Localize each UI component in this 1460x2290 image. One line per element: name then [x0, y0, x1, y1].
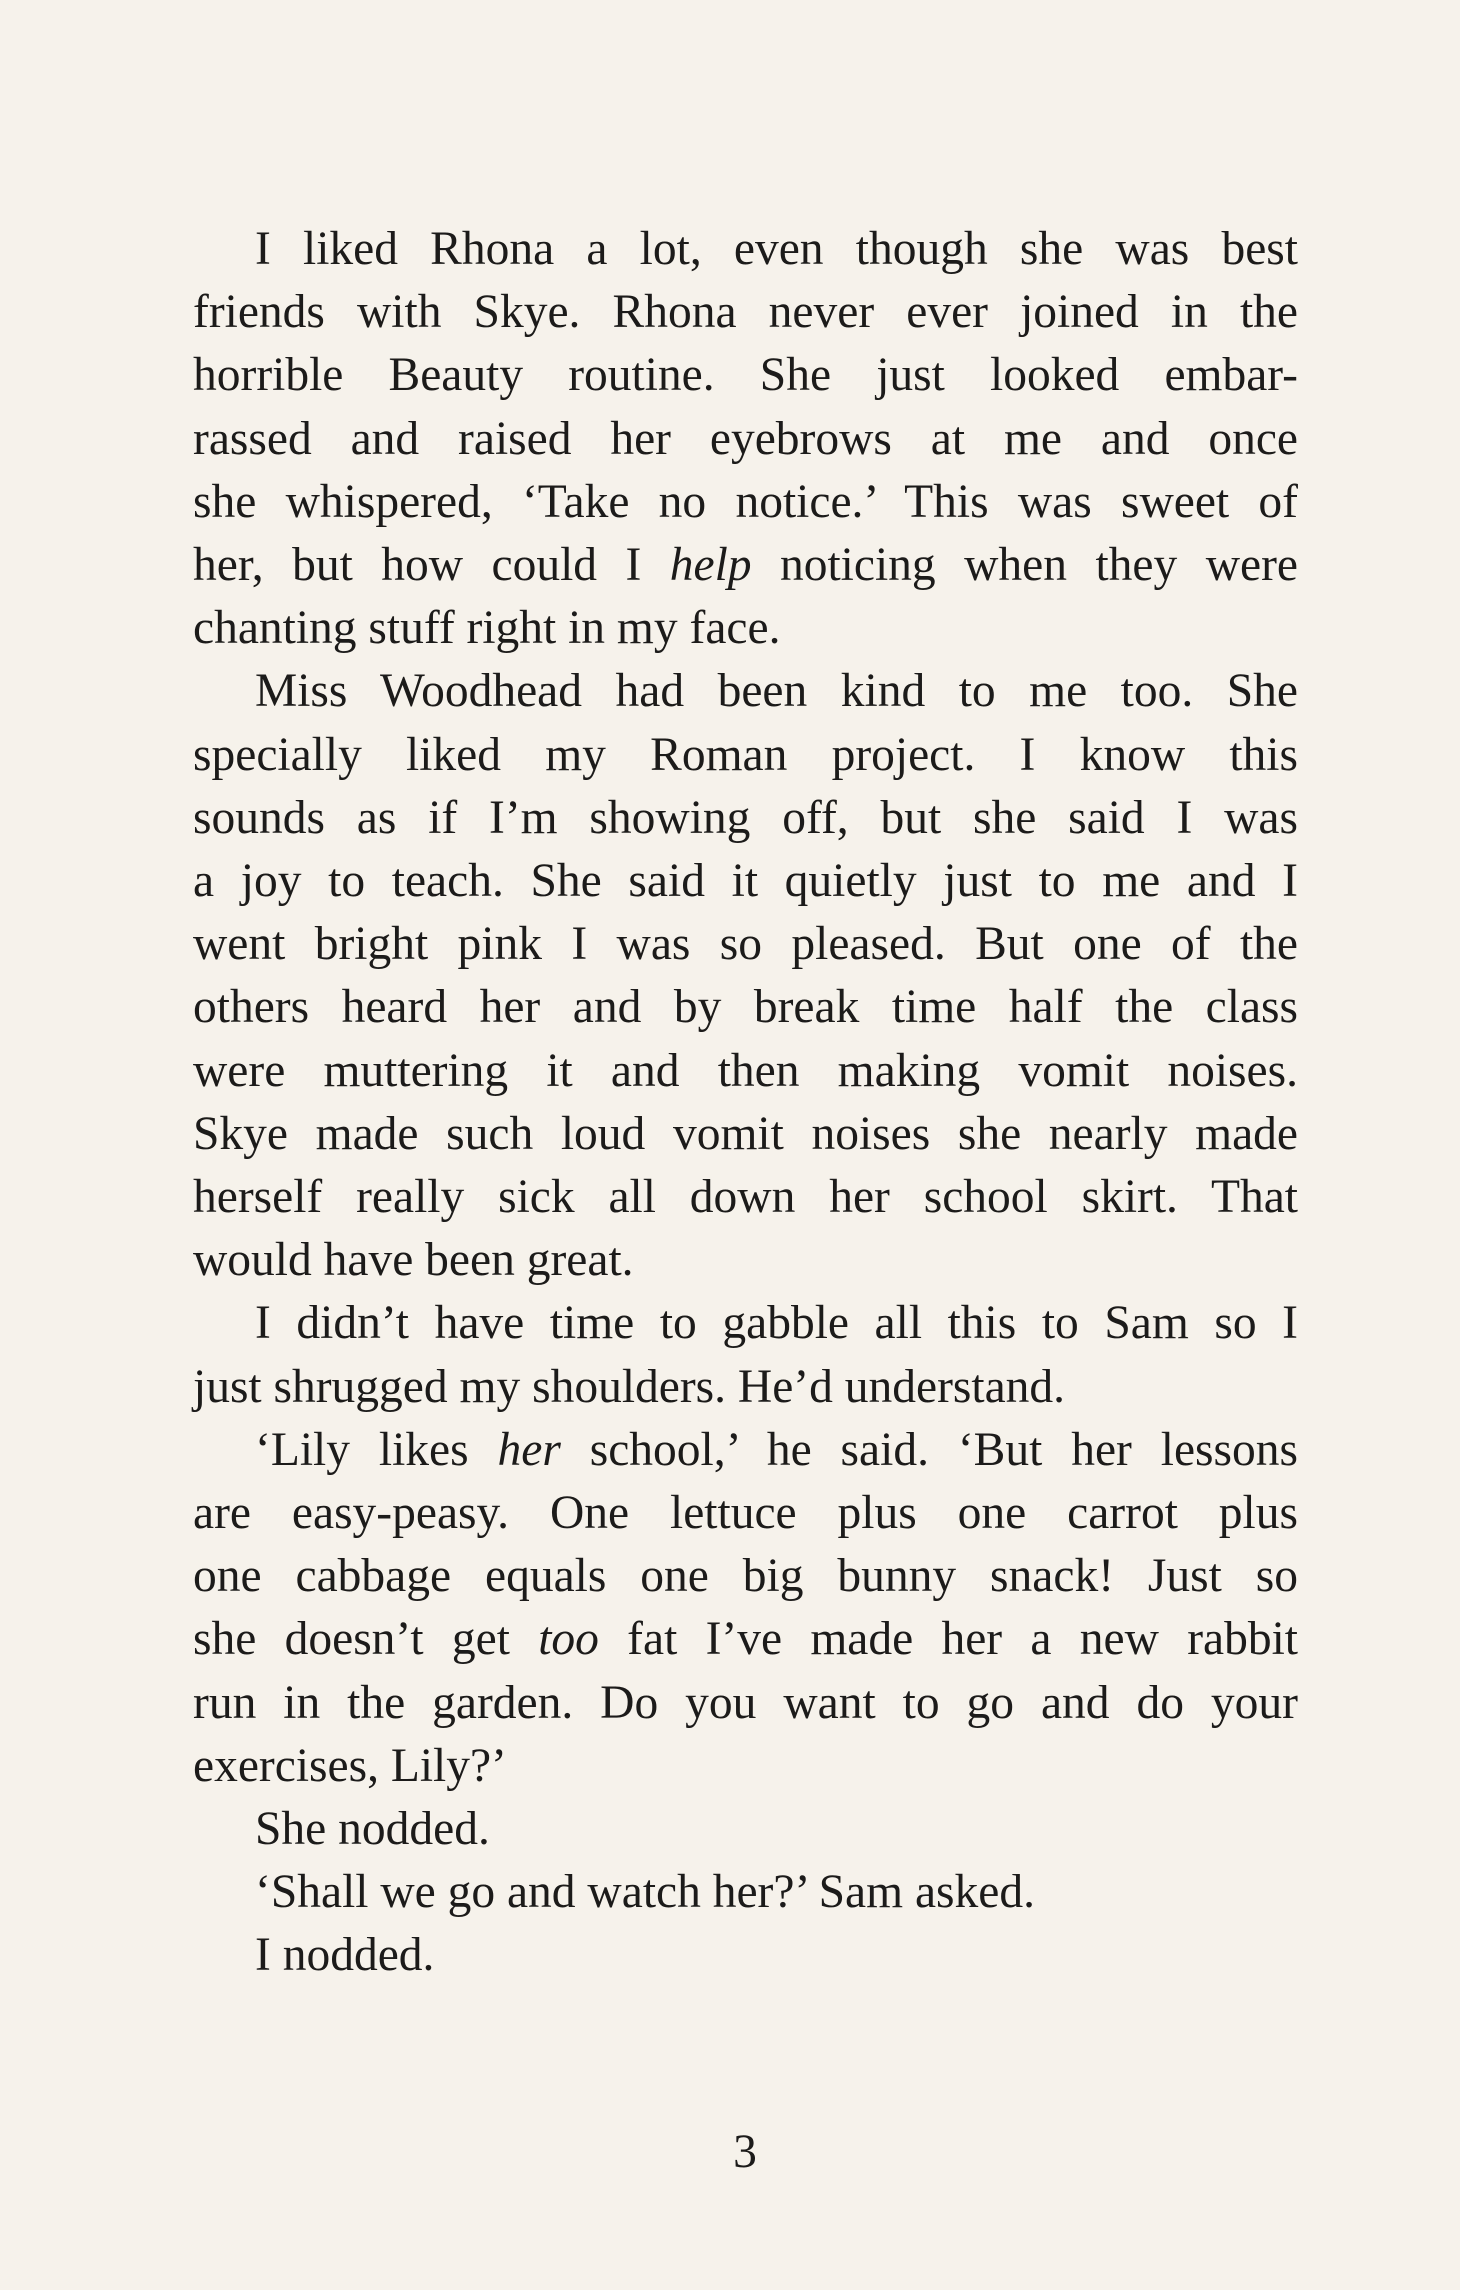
text-segment: ‘Lily likes [255, 1423, 498, 1476]
text-line [193, 471, 1298, 534]
text-line [193, 787, 1298, 850]
text-line [193, 1798, 1298, 1861]
text-segment: school,’ he said. ‘But her lessons [560, 1423, 1298, 1476]
text-line [193, 1545, 1298, 1608]
paragraph [193, 1292, 1298, 1418]
text-line [193, 597, 1298, 660]
text-segment: went bright pink I was so pleased. But one of the [193, 918, 1298, 971]
text-line [193, 1166, 1298, 1229]
text-line [193, 281, 1298, 344]
text-segment: noticing when they were [751, 539, 1298, 592]
text-line [193, 850, 1298, 913]
text-segment: ‘Shall we go and watch her?’ Sam asked. [255, 1866, 1035, 1919]
page-number: 3 [733, 2126, 757, 2178]
text-segment: one cabbage equals one big bunny snack! Just so [193, 1550, 1298, 1603]
text-segment: I didn’t have time to gabble all this to Sam so I [255, 1297, 1298, 1350]
text-line [193, 344, 1298, 407]
text-segment: rassed and raised her eyebrows at me and once [193, 412, 1298, 465]
text-segment: she whispered, ‘Take no notice.’ This was sweet of [193, 475, 1298, 528]
text-line [193, 1292, 1298, 1355]
text-line [193, 1735, 1298, 1798]
italic-text: her [497, 1423, 561, 1476]
text-line [193, 660, 1298, 723]
text-line [193, 218, 1298, 281]
text-line [193, 1608, 1298, 1671]
text-segment: would have been great. [193, 1234, 634, 1287]
text-line [193, 913, 1298, 976]
paragraph [193, 660, 1298, 1292]
text-segment: She nodded. [255, 1803, 490, 1856]
text-segment: were muttering it and then making vomit noises. [193, 1044, 1298, 1097]
paragraph [193, 1924, 1298, 1987]
text-line [193, 1419, 1298, 1482]
text-line [193, 1356, 1298, 1419]
text-line [193, 724, 1298, 787]
paragraph [193, 218, 1298, 660]
text-line [193, 1103, 1298, 1166]
italic-text: too [538, 1613, 599, 1666]
text-segment: fat I’ve made her a new rabbit [598, 1613, 1298, 1666]
text-line [193, 1482, 1298, 1545]
text-segment: I liked Rhona a lot, even though she was best [255, 223, 1298, 275]
text-segment: I nodded. [255, 1929, 435, 1982]
text-line [193, 976, 1298, 1039]
text-segment: run in the garden. Do you want to go and do your [193, 1676, 1298, 1729]
italic-text: help [669, 539, 752, 592]
text-segment: herself really sick all down her school skirt. That [193, 1171, 1298, 1224]
text-segment: others heard her and by break time half the class [193, 981, 1298, 1034]
text-segment: Miss Woodhead had been kind to me too. She [255, 665, 1298, 718]
text-line [193, 1672, 1298, 1735]
text-line [193, 1924, 1298, 1987]
text-segment: a joy to teach. She said it quietly just to me and I [193, 855, 1298, 908]
text-segment: exercises, Lily?’ [193, 1739, 507, 1792]
paragraph [193, 1861, 1298, 1924]
body-text [193, 218, 1298, 1988]
text-line [193, 1040, 1298, 1103]
text-segment: Skye made such loud vomit noises she nearly made [193, 1107, 1298, 1160]
text-line [193, 534, 1298, 597]
paragraph [193, 1798, 1298, 1861]
text-segment: friends with Skye. Rhona never ever joined in the [193, 286, 1298, 339]
text-line [193, 408, 1298, 471]
paragraph [193, 1419, 1298, 1798]
text-segment: are easy-peasy. One lettuce plus one carrot plus [193, 1487, 1298, 1540]
text-segment: chanting stuff right in my face. [193, 602, 781, 655]
text-segment: her, but how could I [193, 539, 670, 592]
text-segment: horrible Beauty routine. She just looked embar- [193, 349, 1298, 402]
text-segment: sounds as if I’m showing off, but she said I was [193, 791, 1298, 844]
text-segment: just shrugged my shoulders. He’d understand. [193, 1360, 1066, 1413]
text-segment: she doesn’t get [193, 1613, 539, 1666]
text-line [193, 1861, 1298, 1924]
text-segment: specially liked my Roman project. I know this [193, 728, 1298, 781]
text-line [193, 1229, 1298, 1292]
